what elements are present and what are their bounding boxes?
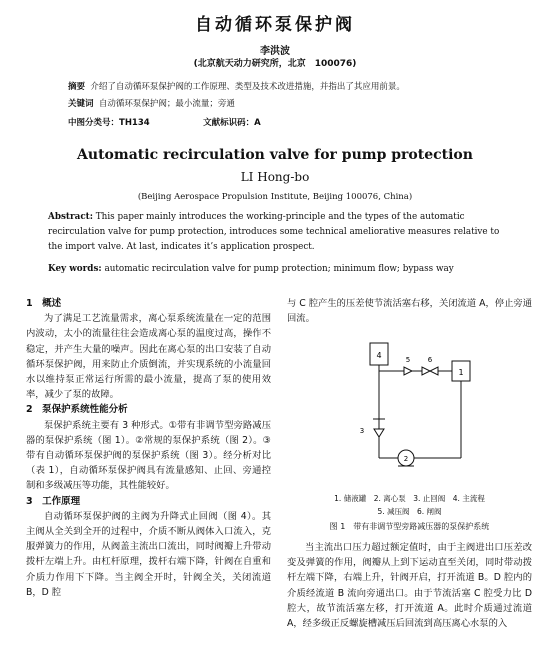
abstract-cn [68, 80, 508, 95]
keywords-label-cn: 关键词 [68, 99, 94, 109]
label-5: 5 [405, 356, 411, 364]
right-top-paragraph: 与 C 腔产生的压差使节流活塞右移，关闭流道 A，停止旁通回流。 [287, 298, 532, 325]
paper-title-cn: 自动循环泵保护阀 [195, 15, 355, 35]
label-1: 1 [458, 368, 464, 377]
abstract-text-en: This paper mainly introduces the working-principle and the types of the automatic recirculation valve for pump protection, introduces some technical ameliorative measures relative to the import valve. At last, indicates it’s application prospect. [48, 212, 500, 252]
doc-code-label: 文献标识码： [203, 118, 255, 128]
abstract-text-cn: 介绍了自动循环泵保护阀的工作原理、类型及技术改进措施，并指出了其应用前景。 [90, 82, 405, 92]
label-6: 6 [427, 356, 433, 364]
keywords-cn [68, 97, 508, 112]
author-en: LI Hong-bo [240, 170, 310, 184]
left-column [26, 296, 271, 600]
author-cn: 李洪波 [260, 46, 290, 57]
keywords-text-cn: 自动循环泵保护阀；最小流量；旁通 [98, 99, 235, 109]
abstract-en [48, 210, 508, 255]
right-column-bottom [287, 540, 532, 631]
section-2-heading: 2 泵保护系统性能分析 [26, 404, 128, 416]
figure-caption: 图 1 带有非调节型旁路减压器的泵保护系统 [329, 522, 490, 531]
figure-legend-line-2: 5. 减压阀 6. 闸阀 [377, 507, 442, 516]
section-3-heading: 3 工作原理 [26, 495, 81, 507]
affiliation-cn: (北京航天动力研究所，北京 100076) [193, 59, 357, 69]
affiliation-en: (Beijing Aerospace Propulsion Institute, Beijing 100076, China) [137, 192, 413, 202]
keywords-en [48, 262, 518, 277]
classification-line [68, 116, 508, 131]
section-2-paragraph: 泵保护系统主要有 3 种形式。①带有非调节型旁路减压器的泵保护系统（图 1）。②常规的泵保护系统（图 2）。③带有自动循环泵保护阀的泵保护系统（图 3）。经分析对比（表 1），自动循环泵保护阀具有流量感知、止回、旁通控制和多级减压等功能，其性能较好。 [26, 419, 271, 492]
right-bottom-paragraph: 当主流出口压力超过额定值时，由于主阀进出口压差改变及弹簧的作用，阀瓣从上到下运动直至关闭，同时带动拨杆左端下降，右端上升，针阀开启，打开流道 B。D 腔内的介质经流道 B 流向旁通出口。由于节流活塞 C 腔受力比 D 腔大，故节流活塞左移，打开流道 A。此时介质通过流道 A，经多级正反螺旋槽减压后回流到高压离心水泵的入 [287, 542, 532, 630]
abstract-label-cn: 摘要 [68, 82, 86, 92]
pressure-reducer-icon [404, 367, 412, 375]
label-3: 3 [359, 427, 365, 435]
label-4: 4 [376, 351, 382, 360]
clc-value: TH134 [119, 118, 150, 128]
figure-legend-line-1: 1. 储液罐 2. 离心泵 3. 止回阀 4. 主流程 [334, 494, 485, 503]
check-valve-icon [373, 419, 385, 437]
section-1-paragraph: 为了满足工艺流量需求，离心泵系统流量在一定的范围内波动，太小的流量往往会造成离心泵的温度过高，操作不稳定，并产生大量的噪声。因此在离心泵的出口安装了自动循环泵保护阀，用来防止介质倒流，并实现系统的小流量回水以维持泵正常运行所需的最小流量，提高了泵的使用效率，减少了泵的故障。 [26, 313, 271, 401]
section-1-heading: 1 概述 [26, 298, 62, 309]
label-2: 2 [403, 455, 409, 463]
keywords-text-en: automatic recirculation valve for pump protection; minimum flow; bypass way [104, 264, 454, 274]
keywords-label-en: Key words: [48, 264, 102, 274]
right-column-top [287, 296, 532, 326]
paper-title-en: Automatic recirculation valve for pump protection [77, 147, 473, 163]
abstract-label-en: Abstract: [48, 212, 93, 222]
clc-label: 中图分类号： [68, 118, 120, 128]
section-3-paragraph: 自动循环泵保护阀的主阀为升降式止回阀（图 4）。其主阀从全关到全开的过程中，介质不断从阀体入口流入，克服弹簧力的作用，从阀盖主流出口流出，同时阀瓣上升带动拨杆左端上升。由杠杆原理，拨杆右端下降，针阀在自重和介质力作用下下降。当主阀全开时，针阀全关，关闭流道 B，D 腔 [26, 510, 271, 598]
gate-valve-icon [422, 367, 438, 375]
figure-1-diagram [340, 333, 490, 488]
doc-code-value: A [254, 118, 261, 128]
